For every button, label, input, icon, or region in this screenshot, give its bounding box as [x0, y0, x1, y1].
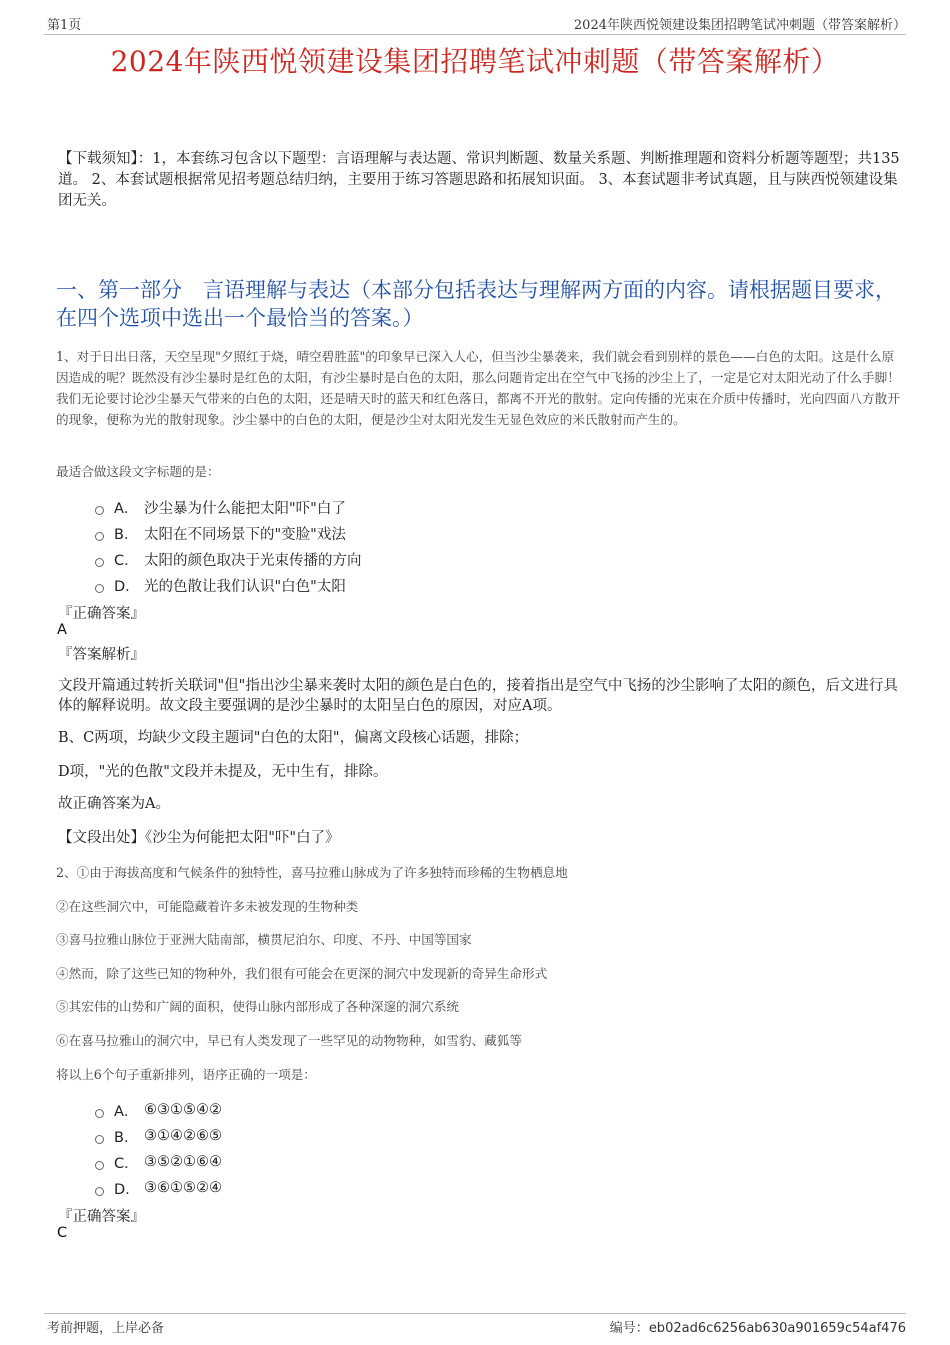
footer-code — [610, 1317, 906, 1336]
q1-answer-label: 『正确答案』 — [58, 606, 145, 622]
option-letter: A． — [114, 1103, 139, 1120]
radio-icon[interactable] — [95, 558, 104, 567]
running-header-title: 2024年陕西悦领建设集团招聘笔试冲刺题（带答案解析） — [573, 18, 906, 33]
q1-option-c[interactable] — [95, 549, 362, 569]
option-letter: C． — [114, 552, 139, 569]
radio-icon[interactable] — [95, 506, 104, 515]
q2-answer: C — [57, 1225, 68, 1241]
question-2-text: 2、①由于海拔高度和气候条件的独特性，喜马拉雅山脉成为了许多独特而珍稀的生物栖息地 — [56, 865, 568, 880]
q2-option-a[interactable] — [95, 1100, 222, 1120]
q1-analysis-paragraph: 故正确答案为A。 — [58, 796, 170, 812]
q2-answer-label: 『正确答案』 — [58, 1209, 145, 1225]
footer-divider — [44, 1313, 906, 1314]
q1-analysis-paragraph: B、C两项，均缺少文段主题词"白色的太阳"，偏离文段核心话题，排除； — [58, 730, 529, 746]
footer-code-value: eb02ad6c6256ab630a901659c54af476 — [648, 1321, 906, 1336]
radio-icon[interactable] — [95, 1135, 104, 1144]
radio-icon[interactable] — [95, 584, 104, 593]
q2-option-c[interactable] — [95, 1152, 222, 1172]
radio-icon[interactable] — [95, 1161, 104, 1170]
q1-option-a[interactable] — [95, 497, 346, 517]
q2-sentence: ⑥在喜马拉雅山的洞穴中，早已有人类发现了一些罕见的动物物种，如雪豹、藏狐等 — [56, 1033, 522, 1048]
q1-analysis-label: 『答案解析』 — [58, 647, 145, 663]
q1-option-b[interactable] — [95, 523, 346, 543]
question-1-text: 1、对于日出日落，天空呈现"夕照红于烧，晴空碧胜蓝"的印象早已深入人心，但当沙尘暴袭来，我们就会看到别样的景色——白色的太阳。这是什么原因造成的呢？既然没有沙尘暴时是红色的太阳，有沙尘暴时是白色的太阳，那么问题肯定出在空气中飞扬的沙尘上了，一定是它对太阳光动了什么手脚！我们无论要讨论沙尘暴天气带来的白色的太阳，还是晴天时的蓝天和红色落日，都离不开光的散射。定向传播的光束在介质中传播时，光向四面八方散开的现象，便称为光的散射现象。沙尘暴中的白色的太阳，便是沙尘对太阳光发生无显色效应的米氏散射而产生的。 — [56, 349, 900, 427]
section-heading: 一、第一部分 言语理解与表达（本部分包括表达与理解两方面的内容。请根据题目要求，在四个选项中选出一个最恰当的答案。） — [56, 278, 896, 330]
option-letter: D． — [114, 1181, 140, 1198]
option-text: 太阳的颜色取决于光束传播的方向 — [144, 552, 362, 569]
page-number: 第1页 — [47, 18, 82, 33]
document-title: 2024年陕西悦领建设集团招聘笔试冲刺题（带答案解析） — [110, 45, 840, 78]
download-notice: 【下载须知】：1，本套练习包含以下题型：言语理解与表达题、常识判断题、数量关系题、判断推理题和资料分析题等题型；共135道。 2、本套试题根据常见招考题总结归纳，主要用于练习答题思路和拓展知识面。 3、本套试题非考试真题，且与陕西悦领建设集团无关。 — [58, 151, 900, 209]
q1-source: 【文段出处】《沙尘为何能把太阳"吓"白了》 — [58, 830, 340, 846]
q2-option-b[interactable] — [95, 1126, 222, 1146]
q2-sentence: ④然而，除了这些已知的物种外，我们很有可能会在更深的洞穴中发现新的奇异生命形式 — [56, 966, 548, 981]
question-2-prompt: 将以上6个句子重新排列，语序正确的一项是： — [56, 1067, 316, 1082]
option-text: 光的色散让我们认识"白色"太阳 — [144, 578, 346, 595]
q2-sentence: ⑤其宏伟的山势和广阔的面积，使得山脉内部形成了各种深邃的洞穴系统 — [56, 999, 459, 1014]
option-text: ⑥③①⑤④② — [144, 1102, 222, 1118]
footer-slogan: 考前押题，上岸必备 — [47, 1321, 165, 1336]
option-letter: D． — [114, 578, 140, 595]
option-text: ③⑤②①⑥④ — [144, 1154, 222, 1170]
q1-option-d[interactable] — [95, 575, 346, 595]
footer-code-label: 编号： — [609, 1321, 649, 1336]
question-1-prompt: 最适合做这段文字标题的是： — [56, 464, 220, 479]
q1-analysis-paragraph: 文段开篇通过转折关联词"但"指出沙尘暴来袭时太阳的颜色是白色的，接着指出是空气中飞扬的沙尘影响了太阳的颜色，后文进行具体的解释说明。故文段主要强调的是沙尘暴时的太阳呈白色的原因，对应A项。 — [58, 678, 898, 714]
option-text: ③⑥①⑤②④ — [144, 1180, 222, 1196]
radio-icon[interactable] — [95, 1187, 104, 1196]
q2-sentence: ③喜马拉雅山脉位于亚洲大陆南部，横贯尼泊尔、印度、不丹、中国等国家 — [56, 932, 472, 947]
option-text: ③①④②⑥⑤ — [144, 1128, 222, 1144]
q2-sentence: ②在这些洞穴中，可能隐藏着许多未被发现的生物种类 — [56, 899, 359, 914]
radio-icon[interactable] — [95, 1109, 104, 1118]
option-text: 太阳在不同场景下的"变脸"戏法 — [144, 526, 346, 543]
option-letter: C． — [114, 1155, 139, 1172]
option-text: 沙尘暴为什么能把太阳"吓"白了 — [144, 500, 346, 517]
option-letter: B． — [114, 1129, 139, 1146]
q2-option-d[interactable] — [95, 1178, 222, 1198]
q1-answer: A — [57, 622, 67, 638]
q1-analysis-paragraph: D项，"光的色散"文段并未提及，无中生有，排除。 — [58, 764, 388, 780]
option-letter: A． — [114, 500, 139, 517]
header-divider — [44, 34, 906, 35]
option-letter: B． — [114, 526, 139, 543]
radio-icon[interactable] — [95, 532, 104, 541]
